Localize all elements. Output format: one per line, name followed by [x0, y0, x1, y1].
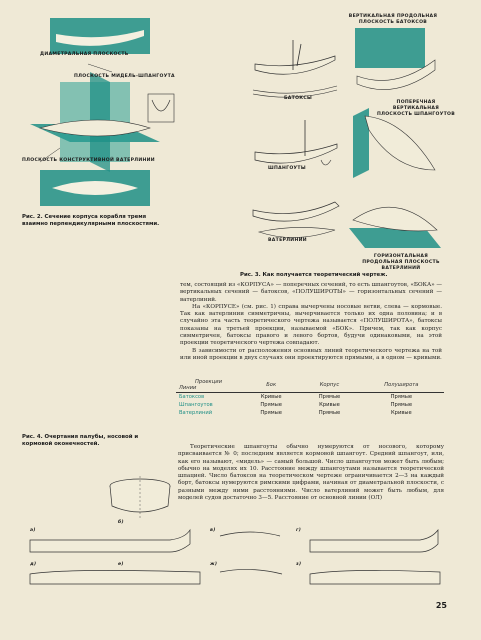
- paragraph-1: тем, состоящий из «КОРПУСА» — поперечных сечений, то есть шпангоутов, «БОКА» — вертикальных сечений — батоксов, «ПОЛУШИРОТЫ» — горизонтальных сечений — ватерлиний.: [180, 282, 442, 303]
- figure-4-caption: Рис. 4. Очертания палубы, носовой и кормовой оконечностей.: [22, 434, 139, 447]
- fig4-letter-e: д): [30, 562, 37, 567]
- fig4-letter-g: ж): [210, 562, 218, 567]
- table-header: Бок: [242, 378, 300, 393]
- projections-table: [176, 378, 444, 417]
- body-text-top: [180, 282, 442, 362]
- paragraph-2: На «КОРПУСЕ» (см. рис. 1) справа вычерчены носовые ветви, слева — кормовые. Так как ватерлинии симметричны, вычерчивается только их одна половина; и в случайно эта часть теоретического чертежа называется «ПОЛУШИРОТА», батоксы показаны на третьей проекции, называемой «БОК». Причем, так как корпус симметричен, батоксы правого и левого бортов, будучи одинаковыми, на этой проекции теоретического чертежа совпадают.: [180, 303, 442, 347]
- fig4-letter-c: в): [210, 528, 216, 533]
- label-vertical-plane: ВЕРТИКАЛЬНАЯ ПРОДОЛЬНАЯ ПЛОСКОСТЬ БАТОКСОВ: [348, 14, 438, 25]
- table-row: Шпангоутов Прямые Кривые Прямые: [179, 402, 413, 408]
- table-corner: Проекции Линии: [176, 378, 242, 393]
- figure-2-illustration: [20, 12, 190, 222]
- label-diametral-plane: ДИАМЕТРАЛЬНАЯ ПЛОСКОСТЬ: [40, 52, 129, 57]
- label-horizontal-plane: ГОРИЗОНТАЛЬНАЯ ПРОДОЛЬНАЯ ПЛОСКОСТЬ ВАТЕРЛИНИЙ: [362, 254, 440, 271]
- label-waterline-plane: ПЛОСКОСТЬ КОНСТРУКТИВНОЙ ВАТЕРЛИНИИ: [22, 158, 155, 163]
- label-midship-plane: ПЛОСКОСТЬ МИДЕЛЬ-ШПАНГОУТА: [74, 74, 175, 79]
- fig4-letter-f: е): [118, 562, 124, 567]
- figure-4-illustration: [20, 470, 450, 600]
- table-row: Ватерлиний Прямые Прямые Кривые: [179, 410, 412, 416]
- fig4-letter-d: г): [296, 528, 302, 533]
- fig4-letter-a: а): [30, 528, 36, 533]
- label-waterlines: ВАТЕРЛИНИИ: [268, 238, 307, 243]
- table-row: Батоксов Кривые Прямые Прямые: [179, 394, 413, 400]
- paragraph-3: В зависимости от расположения основных линий теоретического чертежа на той или иной проекции в двух случаях они проектируются прямыми, а в одном — кривыми.: [180, 347, 442, 361]
- table-header: Корпус: [300, 378, 358, 393]
- paragraph-4: Теоретические шпангоуты обычно нумеруются от носового, которому присваивается № 0; последним является кормовой шпангоут. Средний шпангоут, или, как его называют, «мидель» — самый большой. Число шпангоутов может быть любым; обычно на моделях их 10. Расстояние между шпангоутами называется теоретической шпацией. Число батоксов на теоретическом чертеже ограничивается 2—3 на каждый борт, батоксы нумеруются римскими цифрами, начиная от диаметральной плоскости, с разными между ними расстояниями. Число ватерлиний может быть любым, для моделей судов достаточно 3—5. Расстояние от основной линии (ОЛ): [178, 444, 444, 502]
- label-cross-plane: ПОПЕРЕЧНАЯ ВЕРТИКАЛЬНАЯ ПЛОСКОСТЬ ШПАНГОУТОВ: [376, 100, 456, 117]
- label-frames: ШПАНГОУТЫ: [268, 166, 306, 171]
- table-header: Полуширота: [359, 378, 444, 393]
- figure-3-caption: Рис. 3. Как получается теоретический чертеж.: [240, 272, 388, 278]
- fig4-letter-b: б): [118, 520, 124, 525]
- figure-3-illustration: [245, 20, 445, 270]
- fig4-letter-h: з): [296, 562, 302, 567]
- figure-2-caption: Рис. 2. Сечение корпуса корабля тремя взаимно перпендикулярными плоскостями.: [22, 214, 160, 227]
- page-number: 25: [435, 601, 447, 610]
- label-buttocks: БАТОКСЫ: [284, 96, 313, 101]
